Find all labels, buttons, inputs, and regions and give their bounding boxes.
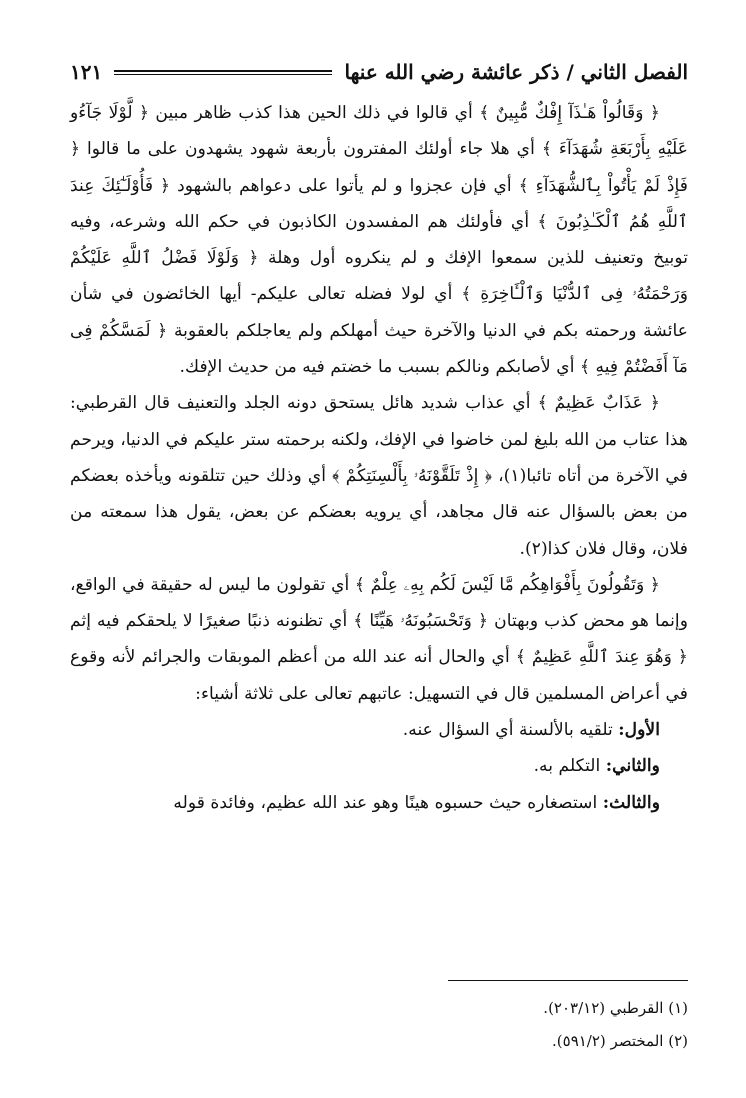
main-text xyxy=(70,95,688,712)
paragraph: ﴿ وَتَقُولُونَ بِأَفْوَاهِكُم مَّا لَيْسَ لَكُم بِهِۦ عِلْمٌ ﴾ أي تقولون ما ليس له حقيقة في الواقع، وإنما هو محض كذب وبهتان ﴿ وَتَحْسَبُونَهُۥ هَيِّنًا ﴾ أي تظنونه ذنبًا صغيرًا لا يلحقكم فيه إثم ﴿ وَهُوَ عِندَ ٱللَّهِ عَظِيمٌ ﴾ أي والحال أنه عند الله من أعظم الموبقات والجرائم لأنه وقوع في أعراض المسلمين قال في التسهيل: عاتبهم تعالى على ثلاثة أشياء: xyxy=(70,574,688,704)
point-item xyxy=(70,712,688,748)
page-number: ١٢١ xyxy=(70,60,103,84)
footnote: (١) القرطبي (٢٠٣/١٢). xyxy=(543,999,688,1017)
point-item xyxy=(70,748,688,784)
point-label: الأول: xyxy=(618,720,660,741)
running-header xyxy=(70,55,688,89)
point-label: والثاني: xyxy=(605,756,660,777)
chapter-title: الفصل الثاني / ذكر عائشة رضي الله عنها xyxy=(344,60,688,84)
footnote: (٢) المختصر (٥٩١/٢). xyxy=(552,1032,688,1050)
point-text: تلقيه بالألسنة أي السؤال عنه. xyxy=(402,720,619,741)
footnotes xyxy=(70,992,688,1058)
point-text: التكلم به. xyxy=(533,756,606,777)
book-page xyxy=(70,55,688,821)
point-text: استصغاره حيث حسبوه هينًا وهو عند الله عظيم، وفائدة قوله xyxy=(173,792,603,813)
header-rule xyxy=(114,70,332,75)
point-item xyxy=(70,785,688,821)
paragraph: ﴿ عَذَابٌ عَظِيمٌ ﴾ أي عذاب شديد هائل يستحق دونه الجلد والتعنيف قال القرطبي: هذا عتاب من الله بليغ لمن خاضوا في الإفك، ولكنه برحمته ستر عليكم في الدنيا، ويرحم في الآخرة من أتاه تائبا(١)، ﴿ إِذْ تَلَقَّوْنَهُۥ بِأَلْسِنَتِكُمْ ﴾ أي وذلك حين تتلقونه ويأخذه بعضكم من بعض بالسؤال عنه قال مجاهد، أي يرويه بعضكم عن بعض، يقول هذا سمعته من فلان، وقال فلان كذا(٢). xyxy=(70,393,688,559)
three-points-list xyxy=(70,712,688,821)
paragraph: ﴿ وَقَالُواْ هَـٰذَآ إِفْكٌ مُّبِينٌ ﴾ أي قالوا في ذلك الحين هذا كذب ظاهر مبين ﴿ لَّوْلَا جَآءُو عَلَيْهِ بِأَرْبَعَةِ شُهَدَآءَ ﴾ أي هلا جاء أولئك المفترون بأربعة شهود يشهدون على ما قالوا ﴿ فَإِذْ لَمْ يَأْتُواْ بِٱلشُّهَدَآءِ ﴾ أي فإن عجزوا و لم يأتوا على دعواهم بالشهود ﴿ فَأُوْلَـٰٓئِكَ عِندَ ٱللَّهِ هُمُ ٱلْكَـٰذِبُونَ ﴾ أي فأولئك هم المفسدون الكاذبون في حكم الله وشرعه، وفيه توبيخ وتعنيف للذين سمعوا الإفك و لم ينكروه أول وهلة ﴿ وَلَوْلَا فَضْلُ ٱللَّهِ عَلَيْكُمْ وَرَحْمَتُهُۥ فِى ٱلدُّنْيَا وَٱلْـَٔاخِرَةِ ﴾ أي لولا فضله تعالى عليكم- أيها الخائضون في شأن عائشة ورحمته بكم في الدنيا والآخرة حيث أمهلكم ولم يعاجلكم بالعقوبة ﴿ لَمَسَّكُمْ فِى مَآ أَفَضْتُمْ فِيهِ ﴾ أي لأصابكم ونالكم بسبب ما خضتم فيه من حديث الإفك. xyxy=(70,103,688,378)
footnote-separator xyxy=(448,980,688,981)
point-label: والثالث: xyxy=(602,792,660,813)
